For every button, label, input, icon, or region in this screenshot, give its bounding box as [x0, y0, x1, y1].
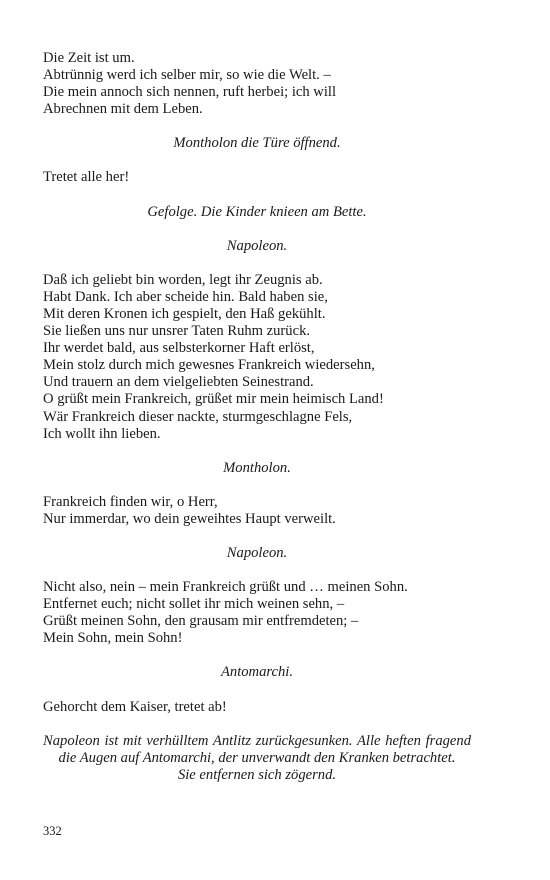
page-number: 332 [43, 824, 62, 838]
closing-stage-direction [43, 733, 471, 784]
verse-line: Gehorcht dem Kaiser, tretet ab! [43, 698, 227, 715]
verse-line: Tretet alle her! [43, 169, 130, 186]
verse-line: Abrechnen mit dem Leben. [43, 101, 203, 118]
stage-line: die Augen auf Antomarchi, der unverwandt den Kranken betrachtet. [58, 749, 456, 766]
verse-line: O grüßt mein Frankreich, grüßet mir mein heimisch Land! [43, 391, 384, 408]
stage-direction: Gefolge. Die Kinder knieen am Bette. [147, 203, 367, 220]
verse-line: Mit deren Kronen ich gespielt, den Haß gekühlt. [43, 305, 326, 322]
speaker-name: Antomarchi. [220, 664, 293, 681]
verse-line: Entfernet euch; nicht sollet ihr mich weinen sehn, – [43, 596, 345, 613]
verse-line: Mein Sohn, mein Sohn! [43, 630, 183, 647]
verse-line: Und trauern an dem vielgeliebten Seinestrand. [43, 374, 314, 391]
verse-line: Nicht also, nein – mein Frankreich grüßt und … meinen Sohn. [43, 579, 408, 596]
verse-line: Mein stolz durch mich gewesnes Frankreich wiedersehn, [43, 357, 375, 374]
verse-line: Die mein annoch sich nennen, ruft herbei; ich will [43, 84, 337, 101]
page-body [43, 50, 471, 784]
verse-line: Habt Dank. Ich aber scheide hin. Bald haben sie, [43, 288, 328, 305]
verse-block [43, 494, 471, 528]
verse-line: Wär Frankreich dieser nackte, sturmgeschlagne Fels, [43, 408, 353, 425]
stage-direction: Montholon die Türe öffnend. [173, 135, 341, 152]
stage-line: Napoleon ist mit verhülltem Antlitz zurückgesunken. Alle heften fragend [43, 732, 471, 749]
verse-line: Abtrünnig werd ich selber mir, so wie die Welt. – [43, 67, 331, 84]
verse-block [43, 272, 471, 443]
verse-block [43, 50, 471, 118]
verse-line: Frankreich finden wir, o Herr, [43, 493, 218, 510]
verse-block [43, 699, 471, 716]
stage-line: Sie entfernen sich zögernd. [177, 766, 337, 783]
verse-line: Sie ließen uns nur unsrer Taten Ruhm zurück. [43, 323, 311, 340]
verse-line: Ihr werdet bald, aus selbsterkorner Haft erlöst, [43, 340, 315, 357]
verse-line: Ich wollt ihn lieben. [43, 425, 161, 442]
verse-line: Die Zeit ist um. [43, 50, 135, 66]
verse-line: Daß ich geliebt bin worden, legt ihr Zeugnis ab. [43, 271, 323, 288]
speaker-name: Napoleon. [226, 544, 288, 561]
speaker-name: Napoleon. [226, 237, 288, 254]
verse-line: Nur immerdar, wo dein geweihtes Haupt verweilt. [43, 510, 336, 527]
verse-block [43, 579, 471, 647]
speaker-name: Montholon. [223, 459, 291, 476]
verse-block [43, 169, 471, 186]
verse-line: Grüßt meinen Sohn, den grausam mir entfremdeten; – [43, 613, 359, 630]
